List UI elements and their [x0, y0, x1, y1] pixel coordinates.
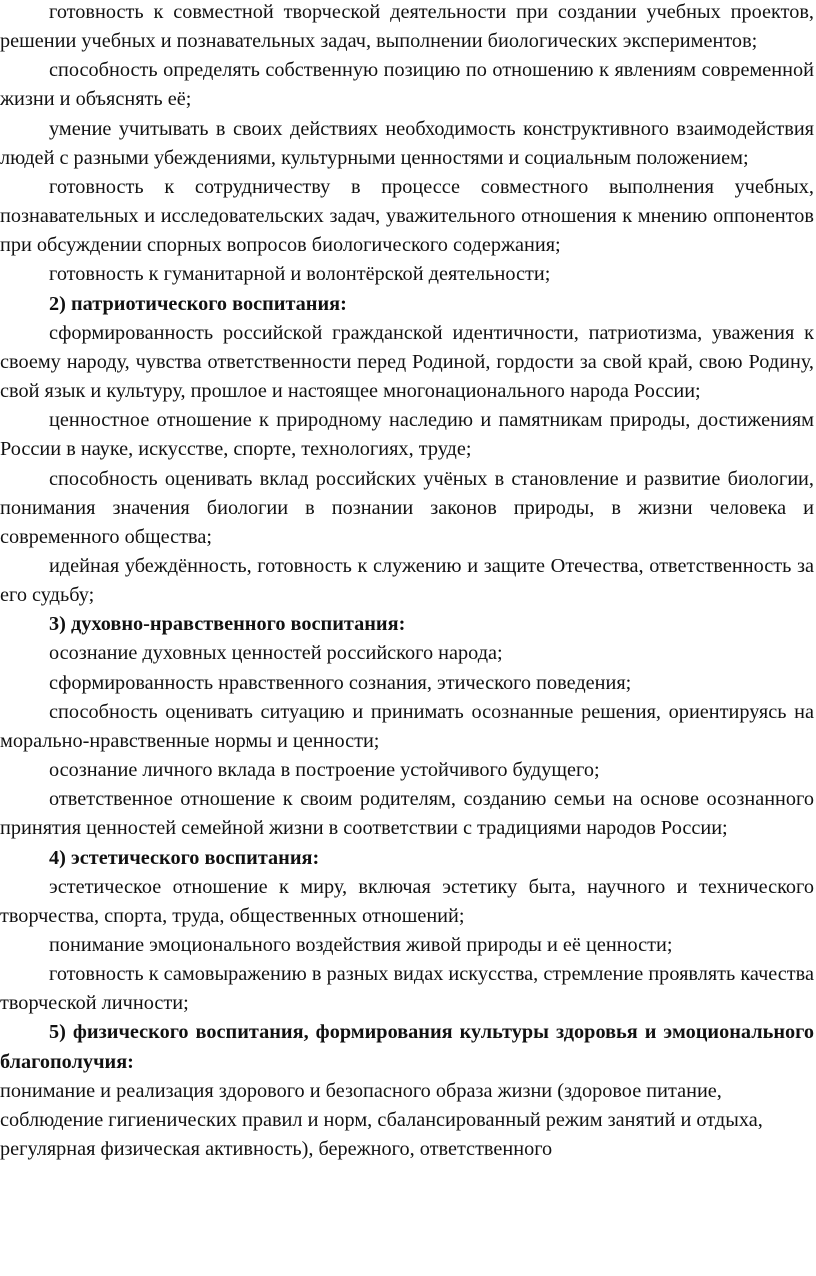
- paragraph-sustainable-future: осознание личного вклада в построение устойчивого будущего;: [49, 759, 600, 782]
- paragraph-self-expression: готовность к самовыражению в разных видах искусства, стремление проявлять качества творческой личности;: [0, 963, 814, 1015]
- paragraph-moral-consciousness: сформированность нравственного сознания, этического поведения;: [49, 671, 632, 694]
- paragraph-cooperation: готовность к сотрудничеству в процессе совместного выполнения учебных, познавательных и исследовательских задач, уважительного отношения к мнению оппонентов при обсуждении спорных вопросов биологического содержания;: [0, 175, 814, 257]
- paragraph-joint-creative-activity: готовность к совместной творческой деятельности при создании учебных проектов, решении учебных и познавательных задач, выполнении биологических экспериментов;: [0, 1, 814, 53]
- heading-physical-education: 5) физического воспитания, формирования культуры здоровья и эмоционального благополучия:: [0, 1021, 814, 1073]
- heading-spiritual-moral-education: 3) духовно-нравственного воспитания:: [49, 613, 406, 636]
- paragraph-scientists-contribution: способность оценивать вклад российских учёных в становление и развитие биологии, понимания значения биологии в познании законов природы, в жизни человека и современного общества;: [0, 467, 814, 548]
- paragraph-spiritual-values: осознание духовных ценностей российского народа;: [49, 642, 503, 665]
- paragraph-volunteer-activity: готовность к гуманитарной и волонтёрской деятельности;: [49, 263, 551, 286]
- paragraph-ideological-conviction: идейная убеждённость, готовность к служению и защите Отечества, ответственность за его судьбу;: [0, 554, 814, 607]
- paragraph-natural-heritage: ценностное отношение к природному наследию и памятникам природы, достижениям России в науке, искусстве, спорте, технологиях, труде;: [0, 409, 814, 461]
- heading-patriotic-education: 2) патриотического воспитания:: [49, 292, 347, 315]
- paragraph-conscious-decisions: способность оценивать ситуацию и принимать осознанные решения, ориентируясь на морально-нравственные нормы и ценности;: [0, 700, 814, 752]
- paragraph-constructive-interaction: умение учитывать в своих действиях необходимость конструктивного взаимодействия людей с разными убеждениями, культурными ценностями и социальным положением;: [0, 117, 814, 169]
- heading-aesthetic-education: 4) эстетического воспитания:: [49, 846, 320, 869]
- paragraph-emotional-impact-nature: понимание эмоционального воздействия живой природы и её ценности;: [49, 934, 673, 956]
- paragraph-family-values: ответственное отношение к своим родителям, созданию семьи на основе осознанного принятия ценностей семейной жизни в соответствии с традициями народов России;: [0, 788, 814, 840]
- paragraph-aesthetic-attitude: эстетическое отношение к миру, включая эстетику быта, научного и технического творчества, спорта, труда, общественных отношений;: [0, 875, 814, 927]
- paragraph-healthy-lifestyle: понимание и реализация здорового и безопасного образа жизни (здоровое питание, соблюдение гигиенических правил и норм, сбалансированный режим занятий и отдыха, регулярная физическая активность), бережного, ответственного: [0, 1079, 763, 1160]
- paragraph-own-position: способность определять собственную позицию по отношению к явлениям современной жизни и объяснять её;: [0, 59, 814, 111]
- paragraph-civic-identity: сформированность российской гражданской идентичности, патриотизма, уважения к своему народу, чувства ответственности перед Родиной, гордости за свой край, свою Родину, свой язык и культуру, прошлое и настоящее многонационального народа России;: [0, 321, 814, 403]
